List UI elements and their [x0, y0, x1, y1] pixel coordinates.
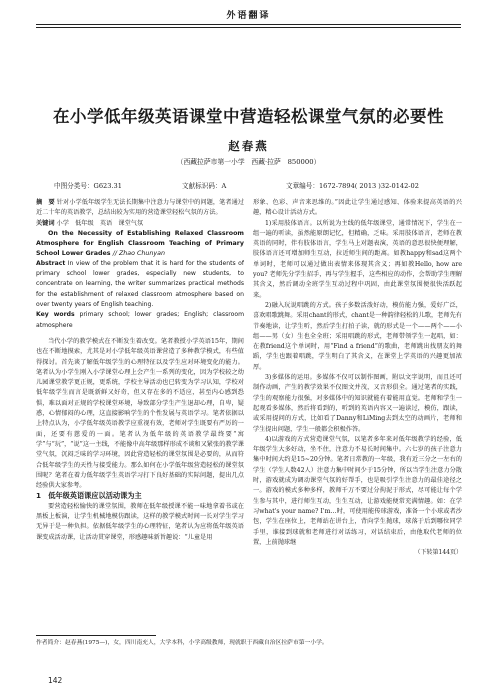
footnote-rule — [36, 635, 156, 636]
abstract-en-text: In view of the problem that it is hard for the students of primary school lower grades, especially new students, to concentrate on learning, the writer summarizes practical methods for the establishment of relaxed classroom atmosphere based on over twenty years of English teaching. — [36, 259, 244, 309]
body-paragraph: 形象、色彩、声音来思维的。”因此让学生通过感知、体验来提高英语的兴趣，精心设计活动方式。 — [253, 199, 462, 217]
clc-number: 中图分类号：G623.31 — [54, 182, 122, 190]
header-rule-top — [36, 24, 461, 25]
author-affiliation: （西藏拉萨市第一小学 西藏·拉萨 850000） — [176, 158, 321, 166]
document-code: 文献标识码：A — [182, 182, 227, 190]
abstract-en-label: Abstract — [36, 259, 66, 267]
body-paragraph: 4)以游戏的方式营造课堂气氛，以笔者多年来对低年级教学的经验，低年级学生大多好动，坐不住，注意力不易长时间集中。六七岁的孩子注意力集中时间大约是15~20分钟。笔者日常教的一年级，我有近三分之一左右的学生（学生人数42人）注意力集中时间少于15分钟，所以当学生注意力分散时，游戏就成为调动课堂气氛的好帮手，也是吸引学生注意力的最佳途径之一。游戏的模式多种多样，教师千万不要过分拘泥于形式，尽可能让每个学生参与其中，进行师生互动，生生互动，让游戏能便常充满情趣。如：在学习what's your name? I'm…时，可使用能传球游戏，准备一个小球或者沙包，学生在座位上，老师站在讲台上，背向学生抛球，球落于后到哪位同学手里，谁接到球就和老师进行对话练习，对话结束后，由他取代老师的位置，上前抛球继 — [253, 435, 462, 546]
keywords-en-text: primary school; lower grades; English; classroom atmosphere — [36, 311, 244, 329]
header-rule-bottom — [36, 27, 461, 28]
english-title: On the Necessity of Establishing Relaxed Classroom Atmosphere for English Classroom Teaching of Primary School Lower Grades // Zhao Chunyan — [36, 229, 244, 257]
abstract-text: 针对小学低年级学生无法长期集中注意力与课堂中的问题，笔者通过近二十年的英语教学，总结出较为实用的营造课堂轻松气氛的方法。 — [36, 199, 244, 217]
continued-note: （下转第144页） — [414, 549, 462, 557]
abstract-label: 摘 要 — [36, 199, 55, 206]
keywords-label: 关键词 — [36, 219, 55, 227]
page-number: 142 — [48, 676, 63, 685]
keywords-en — [36, 310, 244, 331]
keywords-en-label: Key words — [36, 311, 75, 319]
author-footnote: 作者简介：赵春燕(1975—)，女，四川南充人，大学本科，小学高级教师，现就职于西藏自治区拉萨市第一小学。 — [36, 640, 328, 646]
body-paragraph: 当代小学的教学模式在不断发生着改变。笔者教授小学英语15年，期间也在不断地摸索，尤其是对小学低年级英语课营造了多种教学模式，有些值得探讨。首先谈了解低年级学生的心理特征以及学生应对环境变化的能力。笔者认为小学生刚入小学课堂心理上会产生一系列的变化，因为学校较之幼儿园课堂教学更正规，更系统，学校主导活动也已转变为学习认知，学校对低年级学生而言是既新鲜又好奇，但又存在多的不适应，甚至内心感到恐惧，难以面对正规的学校课堂环境，导致部分学生产生退却心理，自卑，疑惑，心情郁闷的心理，这直接影响学生的个性发展与英语学习。笔者依据以上特点认为，小学低年级英语教学应重视有效，老师对学生既要有严厉的一面，还要有慈爱的一面。笔者认为低年级的英语教学最终要“寓学”与“玩”，“说”这一主线，不能像中高年级那样形成不谈和又紧张的教学课堂气氛，沉闷乏味的学习环境，因此营造轻松的课堂氛围是必要的，从而符合低年级学生的天性与接受能力。那么如何在小学低年级营造轻松的课堂氛围呢？笔者在着力低年级学生英语学习打下良好基础的实际问题，提出几点经验供大家参考。 — [36, 337, 244, 490]
body-paragraph: 1)采用肢体语言。以所说为主线的低年级课堂，通常情况下，学生在一组一遍的听读，虽然能原朗记忆，但精确，乏味。采用肢体语言，老师在教英语的同时，伴有肢体语言，学生马上对题表演，英语的意思很快便理解，肢体语言还可增加师生互动，拉近师生间的距离。如教happy和sad这两个单词时，老师可以通过做出表情来体现其含义；再如教Hello, how are you? 老师先分学生招手，再与学生握手，这些相应的动作，会帮助学生理解其含义，然后调动全班学生互动过程中巩固，由此课堂氛围便很快活跃起来。 — [253, 219, 462, 299]
body-paragraph: 要营造轻松愉快的课堂氛围，教师在低年级授课不能一味地拿着书或在黑板上板演，让学生机械地模仿跟读，这样的教学模式时间一长对学生学习无异于是一种负担。依据低年级学生的心理特征，笔者认为应将低年级英语课变成活动课，让活动贯穿课堂，形感趣味新旨趣说：“儿童是用 — [36, 502, 244, 541]
abstract-en — [36, 259, 244, 310]
body-paragraph: 3)多媒体的运用。多媒体不仅可以制作图画，附以文字说明，而且还可制作动画，产生的教学效果不仅图文并茂，又音形俱全。通过笔者的实践，学生的观察能力很强，对多媒体中的知识就能有着能用直觉。老师和学生一起观看多媒体，然后将看到的，听到的英语内容又一遍读过，模仿，跟读，或采用提问的方式，比如看了Danny和LiMing去到太空的动画片，老师和学生提出问题，学生一般都会积极作答。 — [253, 374, 462, 433]
right-column — [253, 198, 462, 622]
abstract-cn — [36, 198, 244, 219]
keywords-cn — [36, 219, 244, 229]
article-title: 在小学低年级英语课堂中营造轻松课堂气氛的必要性 — [53, 107, 444, 126]
left-column — [36, 198, 244, 622]
keywords-text: 小学 低年级 英语 课堂气氛 — [56, 219, 144, 227]
section-heading: 1 低年级英语课应以活动课为主 — [36, 491, 142, 501]
article-author: 赵春燕 — [228, 139, 269, 153]
body-paragraph: 2)融入玩说唱跳的方式。孩子多数活泼好动，模仿能力强，爱好广泛，喜欢唱歌跳舞。采用chant的形式，chant是一种韵律轻松的儿歌，老师先有节奏地读，让学生听，然后学生打拍子读，就的形式是一个——两个——小组——男（女）生也全全班；采用唱跳的形式，老师带领学生一起唱，如：在教friend这个单词时，用“Find a friend”的歌曲，老师跳出找朋友的舞蹈，学生也跟着唱跳，学生明白了其含义，在课堂上学英语的兴趣更加浓厚。 — [253, 301, 462, 371]
article-number: 文章编号：1672-7894( 2013 )32-0142-02 — [286, 182, 419, 190]
section-header: 外语翻译 — [226, 11, 271, 21]
english-author: // Zhao Chunyan — [112, 249, 165, 257]
